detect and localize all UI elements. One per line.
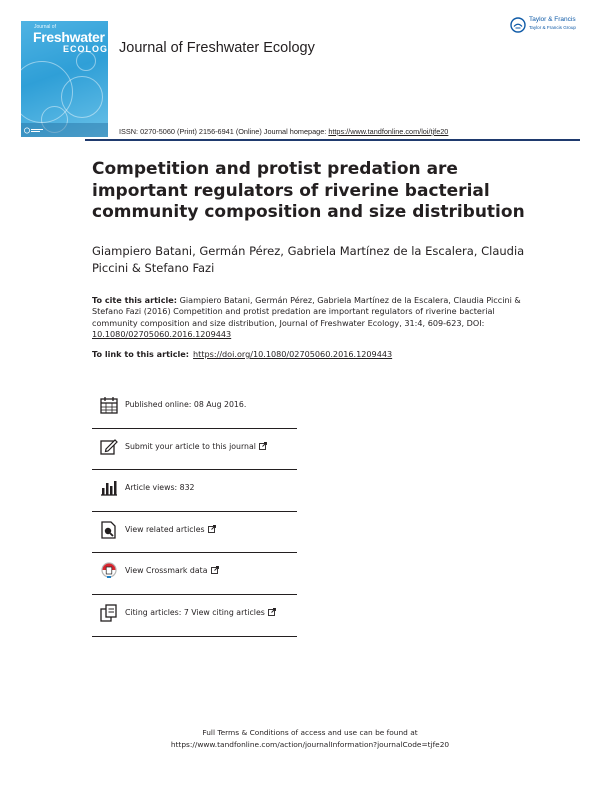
citing-articles-item[interactable]	[92, 595, 297, 637]
terms-footer-url[interactable]: https://www.tandfonline.com/action/journalInformation?journalCode=tjfe20	[170, 740, 450, 749]
cover-title-main: Freshwater	[33, 29, 105, 45]
submit-article-item[interactable]	[92, 429, 297, 471]
submit-edit-icon	[100, 438, 118, 456]
article-views-label: Article views: 832	[125, 483, 195, 493]
issn-text: ISSN: 0270-5060 (Print) 2156-6941 (Online) Journal homepage:	[119, 127, 329, 136]
bar-chart-icon	[100, 479, 118, 497]
publisher-logo-icon	[510, 17, 526, 33]
external-link-icon	[268, 608, 276, 616]
terms-footer-line1: Full Terms & Conditions of access and use can be found at	[202, 728, 418, 737]
crossmark-item[interactable]	[92, 553, 297, 595]
citation-block	[92, 295, 522, 341]
article-doi-url[interactable]: https://doi.org/10.1080/02705060.2016.1209443	[193, 349, 393, 359]
related-articles-text[interactable]: View related articles	[125, 524, 205, 534]
link-label: To link to this article:	[92, 349, 190, 359]
cite-label: To cite this article:	[92, 295, 178, 305]
journal-cover-image	[21, 21, 116, 137]
related-articles-item[interactable]	[92, 512, 297, 554]
submit-article-text[interactable]: Submit your article to this journal	[125, 441, 256, 451]
publisher-logo-name: Taylor & Francis	[529, 16, 576, 23]
publisher-logo-group: Taylor & Francis Group	[529, 25, 576, 30]
crossmark-text[interactable]: View Crossmark data	[125, 566, 208, 576]
cite-text: Giampiero Batani, Germán Pérez, Gabriela Martínez de la Escalera, Claudia Piccini & Stefano Fazi (2016) Competition and protist predation are important regulators of riverine bacterial community composition and size distribution, Journal of Freshwater Ecology, 31:4, 609-623, DOI:	[92, 295, 521, 328]
issn-line	[119, 127, 448, 136]
citing-articles-text[interactable]: Citing articles: 7 View citing articles	[125, 607, 265, 617]
doi-link[interactable]: 10.1080/02705060.2016.1209443	[92, 329, 232, 340]
crossmark-icon	[100, 562, 118, 580]
related-articles-label[interactable]	[125, 525, 216, 534]
journal-title: Journal of Freshwater Ecology	[119, 40, 315, 56]
published-online-label: Published online: 08 Aug 2016.	[125, 400, 247, 409]
crossmark-label[interactable]	[125, 566, 219, 575]
article-title: Competition and protist predation are important regulators of riverine bacterial community composition and size distribution	[92, 159, 525, 222]
cover-small-text: Journal of	[34, 24, 56, 30]
related-articles-icon	[100, 521, 118, 539]
external-link-icon	[208, 525, 216, 533]
published-online-item	[92, 387, 297, 429]
submit-article-label[interactable]	[125, 442, 267, 451]
citing-articles-icon	[100, 604, 118, 622]
cover-title-sub: ECOLOGY	[63, 44, 116, 54]
journal-homepage-link[interactable]: https://www.tandfonline.com/loi/tjfe20	[328, 127, 449, 136]
article-views-item	[92, 470, 297, 512]
article-actions-list	[92, 387, 297, 637]
header-divider	[85, 139, 580, 141]
external-link-icon	[259, 442, 267, 450]
external-link-icon	[211, 566, 219, 574]
terms-footer	[0, 727, 600, 751]
calendar-icon	[100, 396, 118, 414]
publisher-logo[interactable]	[510, 15, 588, 37]
article-authors: Giampiero Batani, Germán Pérez, Gabriela Martínez de la Escalera, Claudia Piccini & Stefano Fazi	[92, 244, 525, 275]
citing-articles-label[interactable]	[125, 608, 276, 617]
cover-publisher-logo	[24, 127, 44, 134]
article-link-line	[92, 349, 392, 359]
